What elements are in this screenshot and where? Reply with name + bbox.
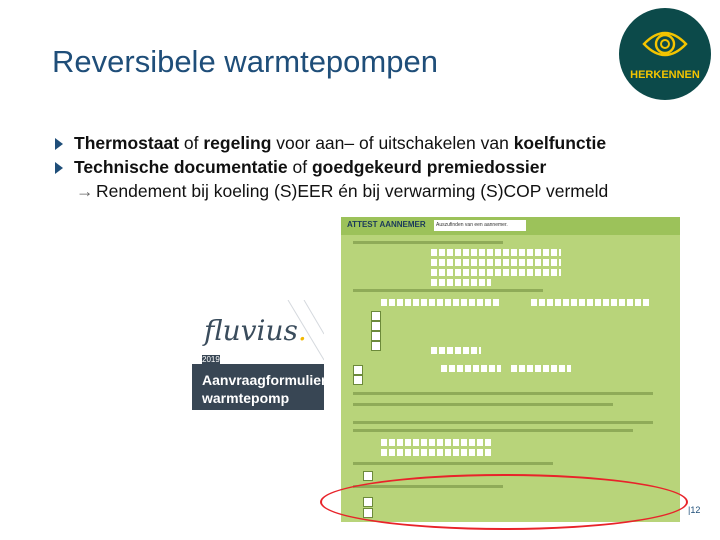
form-text-line	[353, 403, 613, 406]
form-text-line	[353, 392, 653, 395]
herkennen-badge	[619, 8, 711, 100]
form-text-line	[353, 241, 503, 244]
bullet-text: goedgekeurd premiedossier	[311, 157, 547, 177]
form-text-line	[353, 429, 633, 432]
form-cells	[431, 347, 481, 354]
form-checkbox	[363, 471, 373, 481]
form-checkbox	[353, 365, 363, 375]
badge-label: HERKENNEN	[630, 69, 700, 81]
form-cells	[431, 249, 561, 256]
bullet-text: koelfunctie	[513, 133, 607, 153]
brochure-title-line: Aanvraagformulier	[202, 372, 327, 388]
bullet-text: of	[179, 133, 204, 153]
form-cells	[441, 365, 501, 372]
form-text-line	[353, 462, 553, 465]
form-cells	[431, 279, 491, 286]
bullet-text: Thermostaat	[74, 133, 180, 153]
bullet-item	[52, 131, 608, 155]
form-cells	[381, 299, 501, 306]
logo-dot: .	[297, 314, 307, 347]
form-checkbox	[371, 311, 381, 321]
sub-bullet-text: Rendement bij koeling (S)EER én bij verwarming (S)COP vermeld	[96, 181, 609, 201]
form-checkbox	[371, 341, 381, 351]
form-cells	[511, 365, 571, 372]
form-cells	[531, 299, 651, 306]
form-cells	[381, 449, 491, 456]
form-text-line	[353, 289, 543, 292]
bullet-arrow-icon	[55, 138, 63, 150]
bullet-item	[52, 155, 608, 179]
form-cells	[431, 269, 561, 276]
form-cells	[431, 259, 561, 266]
sub-bullet-item	[52, 179, 608, 203]
fluvius-logo: fluvius.	[204, 314, 307, 347]
slide-title: Reversibele warmtepompen	[52, 44, 438, 79]
form-header	[341, 217, 680, 235]
eye-icon	[641, 24, 689, 64]
form-header-title: ATTEST AANNEMER	[347, 220, 426, 229]
brochure-title-box	[192, 355, 327, 410]
form-checkbox	[371, 321, 381, 331]
bullet-text: Technische documentatie	[74, 157, 288, 177]
bullet-text: regeling	[203, 133, 272, 153]
bullet-arrow-icon	[55, 162, 63, 174]
form-checkbox	[353, 375, 363, 385]
page-number: |12	[688, 505, 701, 515]
form-cells	[381, 439, 491, 446]
bullet-list	[52, 131, 608, 203]
bullet-text: voor aan– of uitschakelen van	[271, 133, 514, 153]
bullet-text: of	[287, 157, 312, 177]
highlight-ellipse	[320, 474, 688, 530]
form-header-field: Auszufinden van een aannemer.	[434, 220, 526, 231]
brochure-year: 2019	[202, 355, 220, 364]
form-checkbox	[371, 331, 381, 341]
right-arrow-icon: →	[76, 181, 94, 201]
form-text-line	[353, 421, 653, 424]
brochure-title-line: warmtepomp	[202, 390, 290, 406]
